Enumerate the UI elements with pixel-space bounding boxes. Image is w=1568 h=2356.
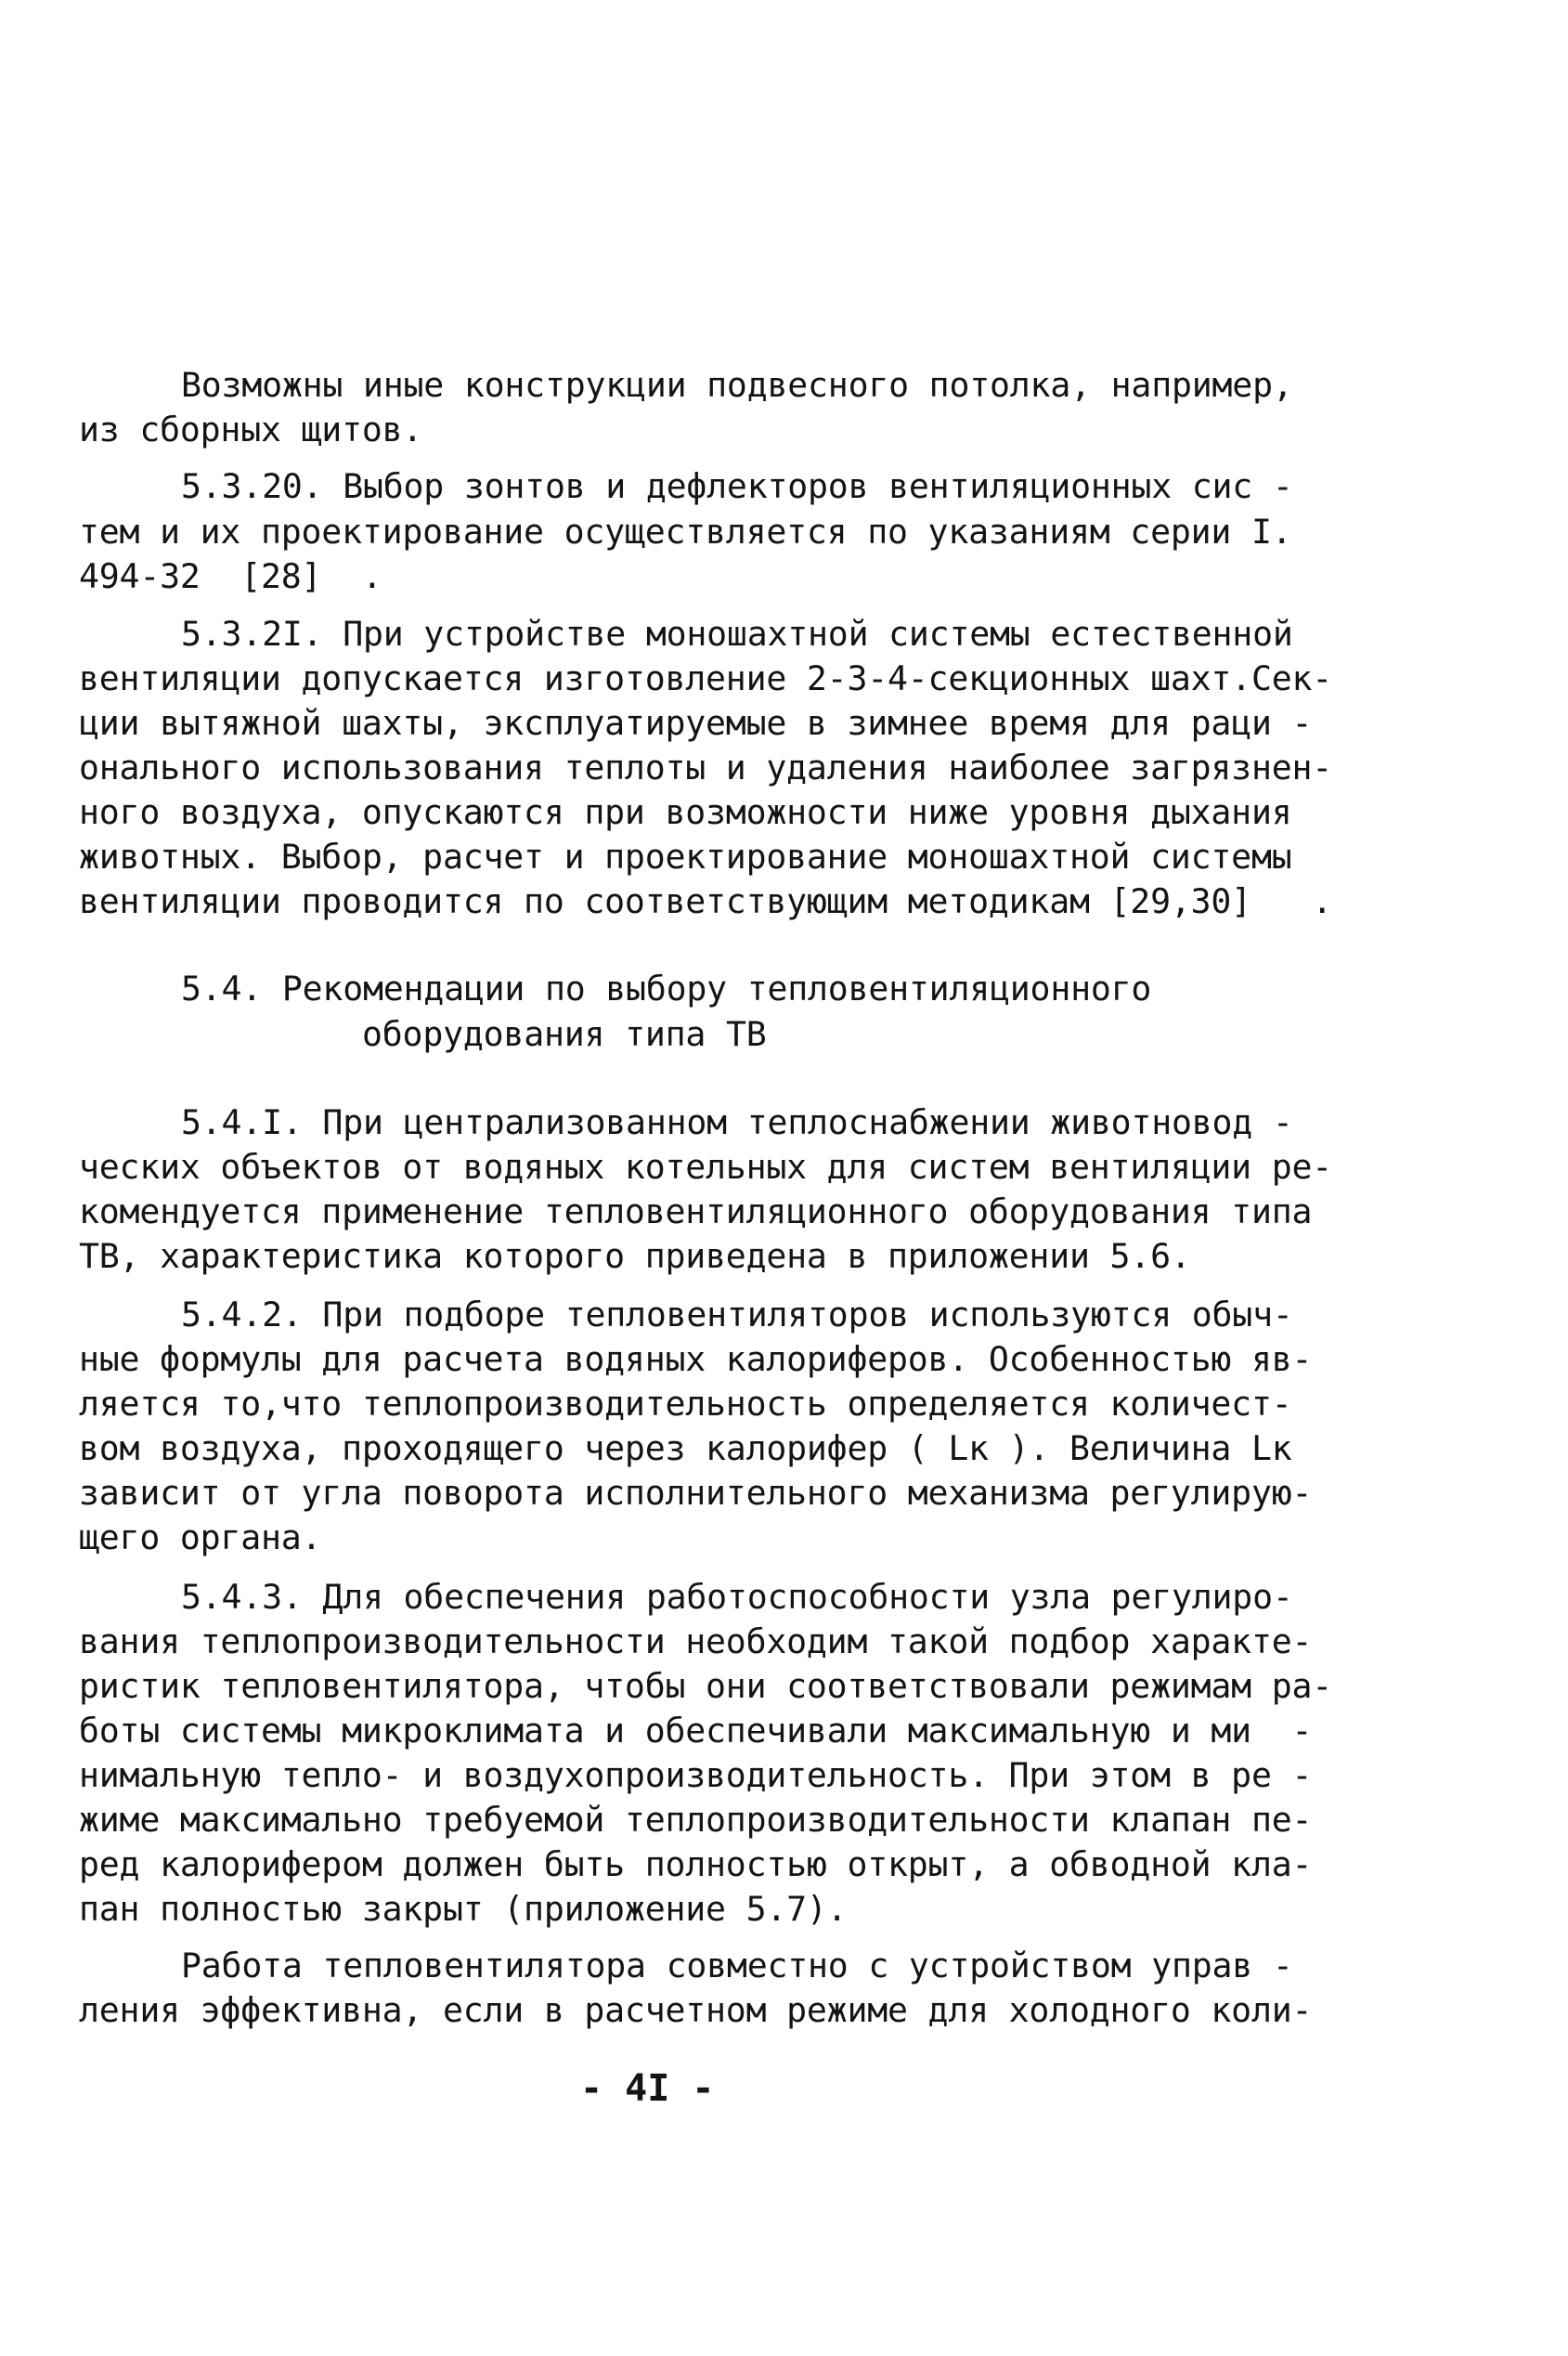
text-line: ления эффективна, если в расчетном режиме для холодного коли- (79, 1990, 1313, 2030)
text-line: 5.4.2. При подборе тепловентиляторов используются обыч- (181, 1295, 1293, 1334)
text-line: тем и их проектирование осуществляется по указаниям серии I. (79, 512, 1292, 552)
text-line: Работа тепловентилятора совместно с устройством управ - (181, 1946, 1293, 1985)
text-line: 5.3.2I. При устройстве моношахтной системы естественной (181, 614, 1293, 654)
text-line: из сборных щитов. (79, 410, 423, 449)
text-line: ные формулы для расчета водяных калориферов. Особенностью яв- (79, 1339, 1313, 1379)
text-line: ляется то,что теплопроизводительность определяется количест- (79, 1384, 1292, 1424)
text-line: онального использования теплоты и удаления наиболее загрязнен- (79, 748, 1333, 788)
section-heading: оборудования типа ТВ (362, 1014, 767, 1054)
text-line: вания теплопроизводительности необходим такой подбор характе- (79, 1621, 1313, 1661)
text-line: животных. Выбор, расчет и проектирование моношахтной системы (79, 837, 1292, 877)
text-line: ред калорифером должен быть полностью открыт, а обводной кла- (79, 1844, 1313, 1884)
text-line: щего органа. (79, 1517, 322, 1557)
text-line: ции вытяжной шахты, эксплуатируемые в зимнее время для раци - (79, 703, 1313, 743)
text-line: 5.4.I. При централизованном теплоснабжении животновод - (181, 1102, 1293, 1142)
page-number: - 4I - (580, 2067, 715, 2110)
text-line: Возможны иные конструкции подвесного потолка, например, (181, 365, 1293, 405)
text-line: вом воздуха, проходящего через калорифер ( Lк ). Величина Lк (79, 1428, 1292, 1468)
text-line: нимальную тепло- и воздухопроизводительность. При этом в ре - (79, 1755, 1313, 1795)
text-line: зависит от угла поворота исполнительного механизма регулирую- (79, 1473, 1313, 1513)
text-line: пан полностью закрыт (приложение 5.7). (79, 1889, 848, 1929)
text-line: 5.3.20. Выбор зонтов и дефлекторов вентиляционных сис - (181, 466, 1293, 506)
text-line: ТВ, характеристика которого приведена в приложении 5.6. (79, 1236, 1191, 1276)
text-line: жиме максимально требуемой теплопроизводительности клапан пе- (79, 1800, 1313, 1840)
text-line: ристик тепловентилятора, чтобы они соответствовали режимам ра- (79, 1666, 1333, 1706)
text-line: ческих объектов от водяных котельных для систем вентиляции ре- (79, 1147, 1333, 1187)
text-line: комендуется применение тепловентиляционного оборудования типа (79, 1191, 1313, 1231)
text-line: вентиляции проводится по соответствующим методикам [29,30] . (79, 881, 1333, 921)
text-line: вентиляции допускается изготовление 2-3-4-секционных шахт.Сек- (79, 658, 1333, 698)
text-line: 5.4.3. Для обеспечения работоспособности узла регулиро- (181, 1577, 1293, 1617)
text-line: 494-32 [28] . (79, 556, 382, 596)
text-line: ного воздуха, опускаются при возможности ниже уровня дыхания (79, 792, 1292, 832)
text-line: боты системы микроклимата и обеспечивали максимальную и ми - (79, 1711, 1313, 1751)
section-heading: 5.4. Рекомендации по выбору тепловентиляционного (181, 969, 1152, 1009)
